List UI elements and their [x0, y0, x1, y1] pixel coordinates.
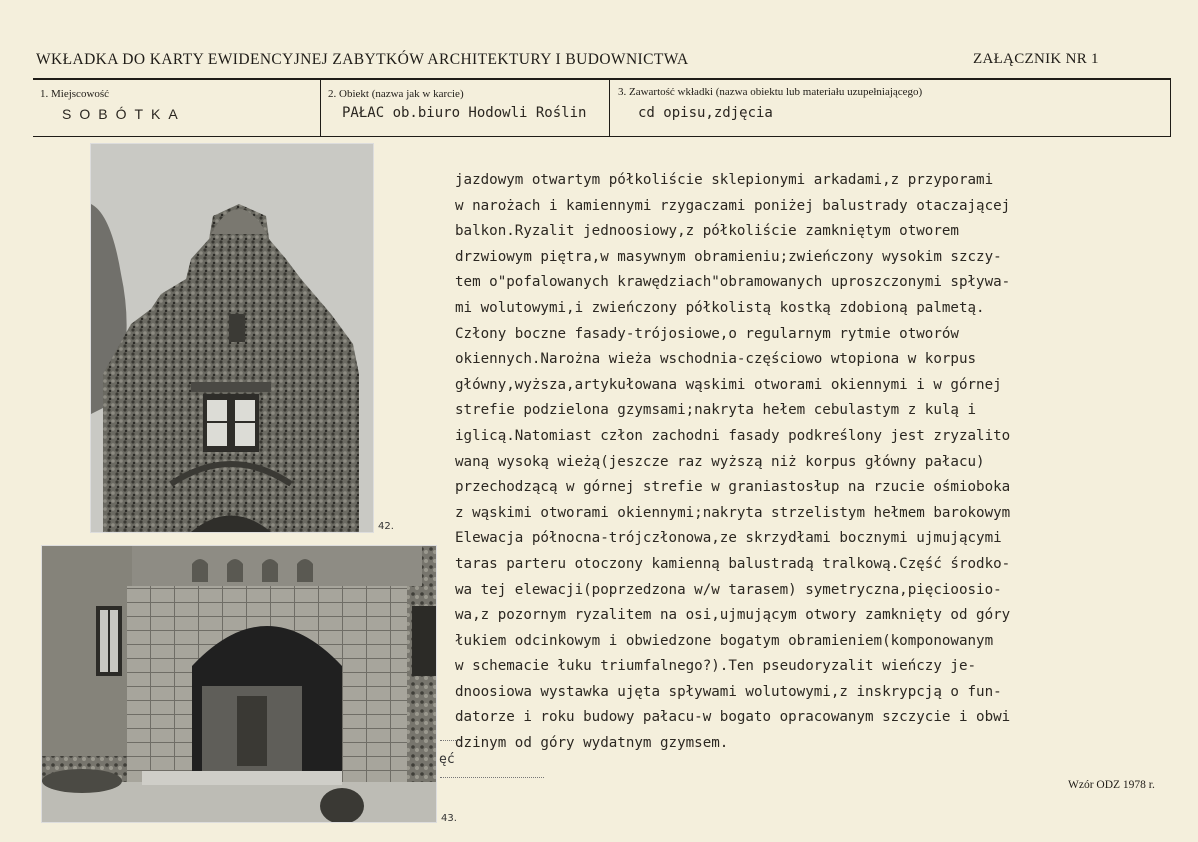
- field-label-locality: 1. Miejscowość: [40, 88, 110, 100]
- text-line: drzwiowym piętra,w masywnym obramieniu;zwieńczony wysokim szczy-: [455, 248, 1002, 265]
- text-line: Elewacja północna-trójczłonowa,ze skrzydłami bocznymi ujmującymi: [455, 530, 1002, 547]
- header-rule-bottom: [33, 136, 1171, 137]
- text-line: wa,z pozornym ryzalitem na osi,ujmującym otwory zamknięty od góry: [455, 607, 1011, 624]
- text-line: tem o"pofalowanych krawędziach"obramowanych uproszczonymi spływa-: [455, 274, 1011, 291]
- text-line: w narożach i kamiennymi rzygaczami poniżej balustrady otaczającej: [455, 197, 1011, 214]
- description-text: [455, 168, 1145, 757]
- field-divider-3: [1170, 79, 1171, 136]
- text-line: przechodzącą w górnej strefie w graniastosłup na rzucie ośmioboka: [455, 479, 1011, 496]
- text-line: mi wolutowymi,i zwieńczony półkolistą kostką zdobioną palmetą.: [455, 299, 985, 316]
- text-line: główny,wyższa,artykułowana wąskimi otworami okiennymi i w górnej: [455, 376, 1002, 393]
- field-value-object: PAŁAC ob.biuro Hodowli Roślin: [342, 105, 587, 121]
- field-divider-2: [609, 79, 610, 136]
- dotted-line: [440, 777, 544, 778]
- field-divider-1: [320, 79, 321, 136]
- header-rule-top: [33, 78, 1171, 80]
- text-line: dnoosiowa wystawka ujęta spływami wolutowymi,z inskrypcją o fun-: [455, 683, 1002, 700]
- text-line: strefie podzielona gzymsami;nakryta hełem cebulastym z kulą i: [455, 402, 977, 419]
- text-line: dzinym od góry wydatnym gzymsem.: [455, 735, 729, 752]
- field-label-object: 2. Obiekt (nazwa jak w karcie): [328, 88, 464, 100]
- text-line: taras parteru otoczony kamienną balustradą tralkową.Część środko-: [455, 555, 1011, 572]
- text-line: Człony boczne fasady-trójosiowe,o regularnym rytmie otworów: [455, 325, 959, 342]
- field-value-contents: cd opisu,zdjęcia: [638, 105, 773, 121]
- text-line: jazdowym otwartym półkoliście sklepionymi arkadami,z przyporami: [455, 172, 994, 188]
- annex-number: ZAŁĄCZNIK NR 1: [973, 51, 1099, 67]
- gateway-illustration: [42, 546, 436, 822]
- photo-facade-gable: [90, 143, 374, 533]
- field-label-contents: 3. Zawartość wkładki (nazwa obiektu lub materiału uzupełniającego): [618, 86, 923, 98]
- text-line: wa tej elewacji(poprzedzona w/w tarasem) symetryczna,pięcioosio-: [455, 581, 1002, 598]
- field-value-locality: SOBÓTKA: [62, 106, 186, 122]
- text-line: okiennych.Narożna wieża wschodnia-częściowo wtopiona w korpus: [455, 351, 977, 368]
- text-line: łukiem odcinkowym i obwiedzone bogatym obramieniem(komponowanym: [455, 632, 994, 649]
- covered-label-fragment: ęć: [439, 752, 455, 767]
- form-title: WKŁADKA DO KARTY EWIDENCYJNEJ ZABYTKÓW ARCHITEKTURY I BUDOWNICTWA: [36, 51, 689, 68]
- gable-illustration: [91, 144, 373, 532]
- text-line: waną wysoką wieżą(jeszcze raz wyższą niż korpus główny pałacu): [455, 453, 985, 470]
- text-line: datorze i roku budowy pałacu-w bogato opracowanym szczycie i obwi: [455, 709, 1011, 726]
- photo-arched-gateway: [41, 545, 437, 823]
- photo-number-42: 42.: [378, 521, 394, 532]
- photo-number-43: 43.: [441, 813, 457, 824]
- form-version: Wzór ODZ 1978 r.: [1068, 779, 1155, 791]
- text-line: balkon.Ryzalit jednoosiowy,z półkoliście zamkniętym otworem: [455, 223, 959, 240]
- text-line: z wąskimi otworami okiennymi;nakryta strzelistym hełmem barokowym: [455, 504, 1011, 521]
- text-line: iglicą.Natomiast człon zachodni fasady podkreślony jest zryzalito: [455, 427, 1011, 444]
- text-line: w schemacie łuku triumfalnego?).Ten pseudoryzalit wieńczy je-: [455, 658, 977, 675]
